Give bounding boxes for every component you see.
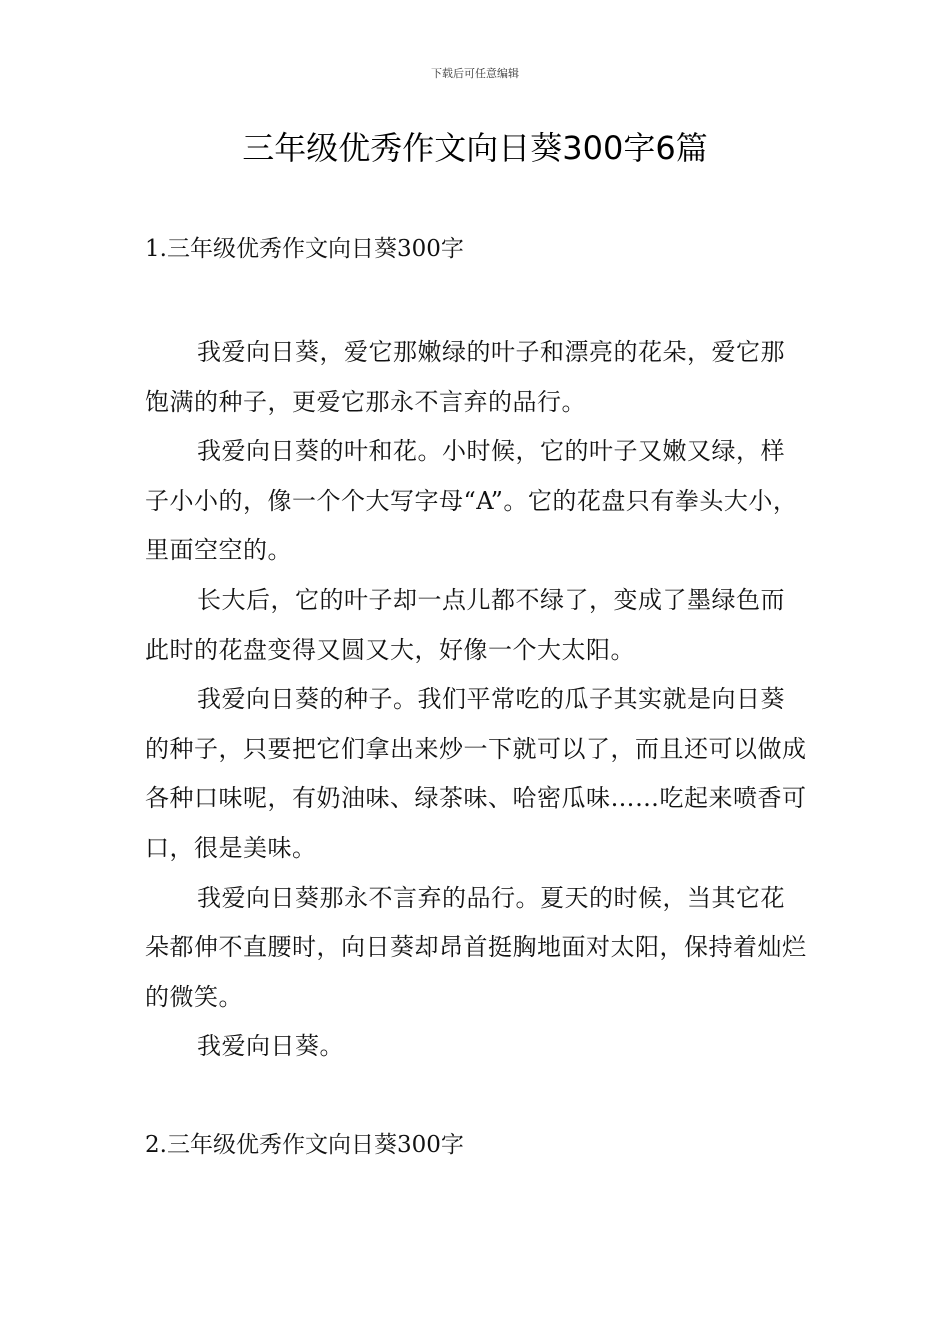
paragraph: 我爱向日葵那永不言弃的品行。夏天的时候，当其它花朵都伸不直腰时，向日葵却昂首挺胸地面对太阳，保持着灿烂的微笑。 <box>145 883 807 1011</box>
header-note: 下载后可任意编辑 <box>431 67 519 80</box>
paragraph: 我爱向日葵，爱它那嫩绿的叶子和漂亮的花朵，爱它那饱满的种子，更爱它那永不言弃的品行。 <box>145 338 785 416</box>
paragraph: 长大后，它的叶子却一点儿都不绿了，变成了墨绿色而此时的花盘变得又圆又大，好像一个大太阳。 <box>145 585 785 664</box>
section-1-body <box>145 328 807 1072</box>
document-title: 三年级优秀作文向日葵300字6篇 <box>242 129 708 167</box>
section-heading-1: 1.三年级优秀作文向日葵300字 <box>145 236 464 262</box>
paragraph: 我爱向日葵的种子。我们平常吃的瓜子其实就是向日葵的种子，只要把它们拿出来炒一下就可以了，而且还可以做成各种口味呢，有奶油味、绿茶味、哈密瓜味……吃起来喷香可口，很是美味。 <box>145 685 807 862</box>
paragraph: 我爱向日葵的叶和花。小时候，它的叶子又嫩又绿，样子小小的，像一个个大写字母“A”。它的花盘只有拳头大小，里面空空的。 <box>145 437 798 565</box>
section-heading-2: 2.三年级优秀作文向日葵300字 <box>145 1132 464 1158</box>
paragraph: 我爱向日葵。 <box>197 1032 344 1061</box>
